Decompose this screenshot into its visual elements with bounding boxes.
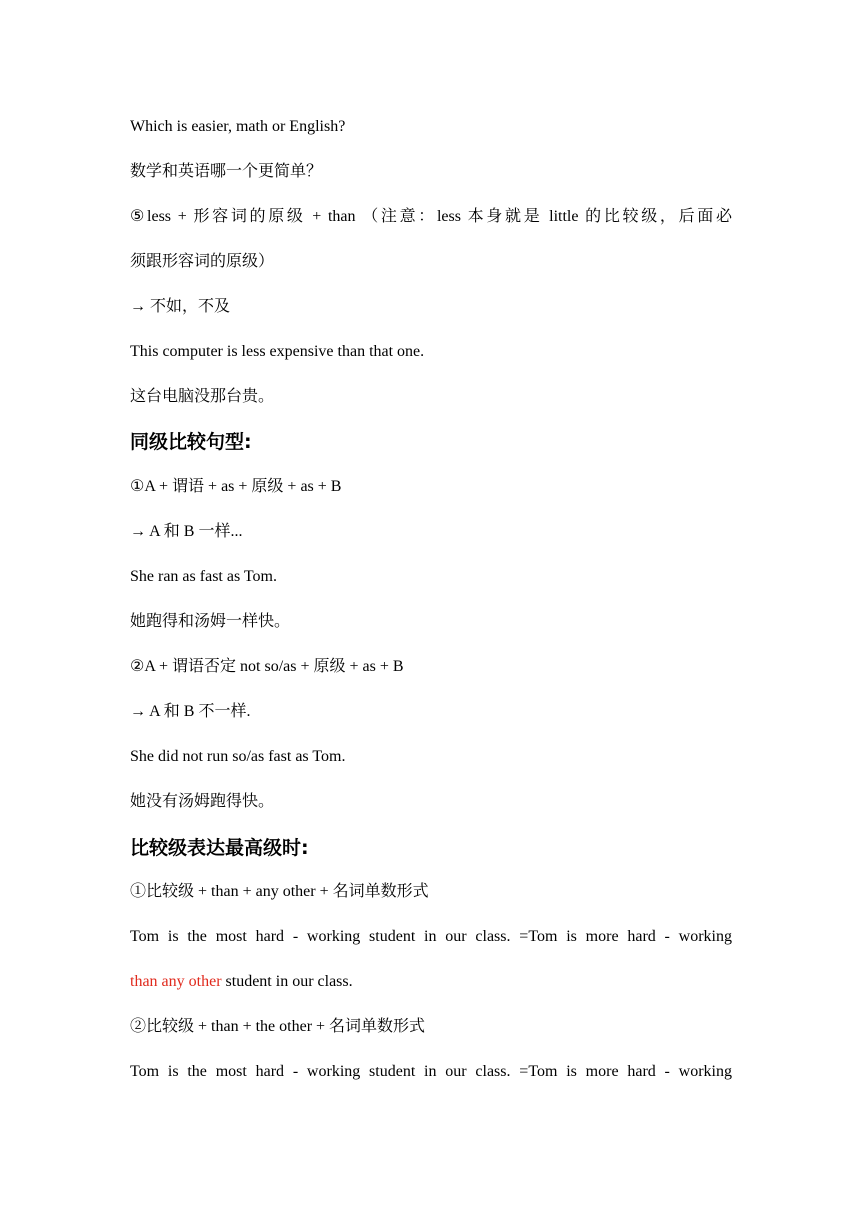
rule-line: ①A + 谓语 + as + 原级 + as + B — [130, 478, 342, 495]
rule-meaning: → 不如，不及 — [130, 298, 231, 315]
example-sentence: Tom is the most hard - working student in our class. =Tom is more hard - working — [130, 1063, 732, 1080]
rule-line: ⑤less + 形容词的原级 + than （注意：less 本身就是 little 的比较级，后面必 — [130, 208, 732, 225]
sentence-rest: student in our class. — [221, 973, 353, 990]
example-sentence: She did not run so/as fast as Tom. — [130, 748, 346, 765]
rule-line: ①比较级 + than + any other + 名词单数形式 — [130, 883, 429, 900]
translation: 这台电脑没那台贵。 — [130, 388, 275, 405]
example-sentence-continued — [130, 972, 732, 992]
example-sentence: Which is easier, math or English? — [130, 118, 346, 135]
example-sentence: Tom is the most hard - working student in our class. =Tom is more hard - working — [130, 928, 732, 945]
translation: 她跑得和汤姆一样快。 — [130, 613, 291, 630]
rule-line: ②A + 谓语否定 not so/as + 原级 + as + B — [130, 658, 404, 675]
example-sentence: She ran as fast as Tom. — [130, 568, 277, 585]
translation: 数学和英语哪一个更简单？ — [130, 163, 323, 180]
rule-line: ②比较级 + than + the other + 名词单数形式 — [130, 1018, 426, 1035]
translation: 她没有汤姆跑得快。 — [130, 793, 275, 810]
highlighted-phrase: than any other — [130, 973, 222, 990]
section-heading: 同级比较句型: — [130, 431, 252, 453]
section-heading: 比较级表达最高级时: — [130, 837, 309, 859]
rule-meaning: → A 和 B 不一样. — [130, 703, 251, 720]
rule-line-continued: 须跟形容词的原级） — [130, 253, 275, 270]
rule-meaning: → A 和 B 一样... — [130, 523, 243, 540]
example-sentence: This computer is less expensive than that one. — [130, 343, 425, 360]
